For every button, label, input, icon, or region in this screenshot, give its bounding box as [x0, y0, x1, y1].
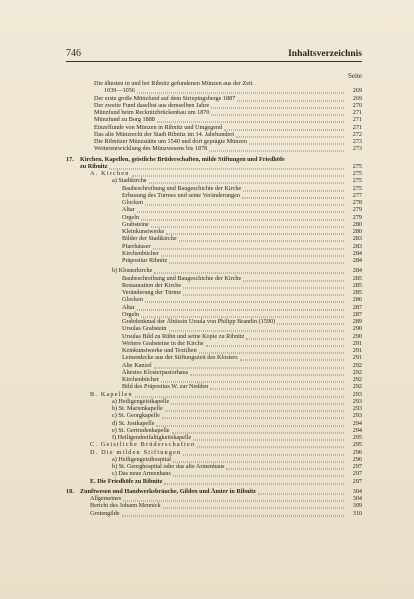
toc-entry — [0, 177, 414, 184]
entry-title: e) St. Gertrudenkapelle — [112, 426, 170, 434]
entry-page-number: 295 — [352, 441, 362, 449]
entry-title: Altar — [122, 303, 135, 311]
running-title: Inhaltsverzeichnis — [288, 49, 362, 59]
toc-entry — [0, 131, 414, 138]
chapter-number: 17. — [66, 155, 74, 163]
entry-page-number: 275 — [352, 184, 362, 192]
entry-page-number: 279 — [352, 206, 362, 214]
entry-page-number: 287 — [352, 310, 362, 318]
entry-title: Münzfund zu Borg 1888 — [94, 116, 155, 124]
page-column-label: Seite — [348, 72, 362, 80]
entry-title: c) St. Georgkapelle — [112, 412, 160, 420]
entry-page-number: 271 — [352, 123, 362, 131]
toc-entry — [0, 510, 414, 517]
entry-page-number: 310 — [352, 509, 362, 517]
entry-title: Die Ribnitzer Münzstätte um 1540 und dort geprägte Münzen — [94, 138, 247, 145]
entry-title: Bild des Präpositus W. zur Nedden — [122, 383, 209, 391]
entry-page-number: 294 — [352, 426, 362, 434]
entry-page-number: 291 — [352, 339, 362, 347]
leader-dots — [164, 476, 344, 484]
entry-page-number: 304 — [352, 487, 362, 495]
entry-title: a) Heiligengeistkapelle — [112, 397, 170, 405]
entry-title: Baubeschreibung und Baugeschichte der Kirche — [122, 184, 242, 192]
toc-entry — [0, 456, 414, 463]
toc-entry — [0, 347, 414, 354]
entry-title: Erbauung des Turmes und seine Veränderungen — [122, 191, 240, 199]
entry-title: Altar — [122, 206, 135, 214]
toc-entry — [0, 185, 414, 192]
leader-dots — [209, 144, 344, 152]
entry-title: d) St. Jostkapelle — [112, 419, 155, 427]
entry-title: Orgeln — [122, 310, 140, 318]
entry-page-number: 270 — [352, 101, 362, 109]
entry-page-number: 278 — [352, 199, 362, 206]
entry-page-number: 285 — [352, 274, 362, 282]
entry-page-number: 292 — [352, 376, 362, 383]
entry-title: 1039—1056 — [104, 87, 135, 95]
entry-page-number: 283 — [352, 235, 362, 243]
entry-title: Alte Kanzel — [122, 361, 152, 369]
toc-entry — [0, 267, 414, 274]
entry-title: Allgemeines — [90, 495, 122, 502]
toc-entry — [0, 376, 414, 383]
entry-page-number: 272 — [352, 130, 362, 138]
entry-page-number: 290 — [352, 332, 362, 340]
entry-title: Grabsteine — [122, 220, 149, 228]
entry-page-number: 284 — [352, 249, 362, 257]
entry-title: Weitere Grabsteine in der Kirche — [122, 339, 204, 347]
entry-title: Restauration der Kirche — [122, 281, 182, 289]
entry-title: Ursulas Grabstein — [122, 325, 167, 333]
entry-page-number: 286 — [352, 296, 362, 304]
entry-page-number: 275 — [352, 162, 362, 170]
entry-page-number: 294 — [352, 419, 362, 427]
entry-page-number: 297 — [352, 470, 362, 478]
entry-page-number: 290 — [352, 325, 362, 333]
entry-title: A. Kirchen — [90, 170, 130, 177]
entry-title: Grotengilde — [90, 509, 120, 517]
entry-page-number: 291 — [352, 354, 362, 362]
entry-title: b) Klosterkirche — [112, 267, 153, 275]
entry-title: Baubeschreibung und Baugeschichte der Kirche — [122, 274, 242, 282]
entry-title: a) Stadtkirche — [112, 177, 147, 185]
entry-page-number: 304 — [352, 495, 362, 502]
entry-page-number: 271 — [352, 116, 362, 124]
entry-page-number: 289 — [352, 318, 362, 325]
toc-entry — [0, 87, 414, 94]
entry-page-number: 292 — [352, 361, 362, 369]
entry-page-number: 273 — [352, 145, 362, 153]
entry-title: Orgeln — [122, 213, 140, 221]
table-of-contents — [0, 80, 414, 517]
entry-title: Glocken — [122, 296, 143, 304]
header-rule — [66, 61, 362, 62]
entry-page-number: 275 — [352, 177, 362, 185]
entry-page-number: 293 — [352, 397, 362, 405]
leader-dots — [122, 508, 344, 516]
entry-title: Der zweite Fund daselbst aus demselben Jahre — [94, 101, 210, 109]
entry-title: Leinendecke aus der Stiftungszeit des Klosters — [122, 354, 238, 362]
entry-page-number: 309 — [352, 502, 362, 510]
toc-entry — [0, 124, 414, 131]
entry-page-number: 271 — [352, 109, 362, 116]
entry-title: Ältestes Klosterpastorhaus — [122, 368, 189, 376]
entry-title: Kirchen, Kapellen, geistliche Brüderschaften, milde Stiftungen und Friedhöfe — [80, 155, 285, 163]
entry-title: Präpositur Ribnitz — [122, 257, 168, 264]
entry-title: B. Kapellen — [90, 390, 133, 398]
entry-page-number: 269 — [352, 87, 362, 95]
entry-title: Bilder der Stadtkirche — [122, 235, 177, 243]
entry-page-number: 279 — [352, 213, 362, 221]
entry-title: Bericht des Johann Mennick — [90, 502, 161, 510]
toc-entry — [0, 257, 414, 264]
entry-title: Veränderung der Türme — [122, 289, 181, 296]
toc-entry — [0, 102, 414, 109]
entry-title: Einzelfunde von Münzen in Ribnitz und Umgegend — [94, 123, 223, 131]
entry-title: Zunftwesen und Handwerksbräuche, Gilden und Ämter in Ribnitz — [80, 487, 256, 495]
page-number: 746 — [66, 48, 81, 59]
entry-title: Kirchenbücher — [122, 249, 159, 257]
entry-title: C. Geistliche Brüderschaften — [90, 441, 196, 449]
entry-title: D. Die milden Stiftungen — [90, 448, 182, 456]
toc-entry — [0, 325, 414, 332]
entry-page-number: 297 — [352, 477, 362, 485]
entry-page-number: 277 — [352, 191, 362, 199]
entry-title: Das alte Münzrecht der Stadt Ribnitz im 14. Jahrhundert — [94, 130, 235, 138]
entry-page-number: 291 — [352, 347, 362, 354]
entry-page-number: 280 — [352, 220, 362, 228]
entry-page-number: 292 — [352, 383, 362, 391]
toc-entry — [0, 311, 414, 318]
entry-title: Kirchenbücher — [122, 376, 159, 383]
entry-title: Ursulas Bild zu Rühn und seine Kopie zu Ribnitz — [122, 332, 245, 340]
entry-title: Weiterentwicklung des Münzwesens bis 1878 — [94, 145, 208, 153]
entry-page-number: 293 — [352, 412, 362, 420]
entry-title: E. Die Friedhöfe zu Ribnitz — [90, 477, 163, 485]
entry-title: f) Heiligendreifaltigkeitskapelle — [112, 434, 192, 441]
toc-entry — [0, 478, 414, 485]
toc-entry — [0, 95, 414, 102]
entry-page-number: 284 — [352, 257, 362, 264]
entry-page-number: 295 — [352, 434, 362, 441]
entry-page-number: 293 — [352, 390, 362, 398]
entry-page-number: 287 — [352, 303, 362, 311]
entry-page-number: 284 — [352, 267, 362, 275]
toc-entry — [0, 145, 414, 152]
entry-page-number: 273 — [352, 138, 362, 145]
entry-title: Kleinkunstwerke — [122, 228, 165, 235]
entry-page-number: 297 — [352, 463, 362, 470]
entry-title: Pfarrhäuser — [122, 242, 151, 250]
entry-page-number: 292 — [352, 368, 362, 376]
entry-page-number: 283 — [352, 242, 362, 250]
entry-title: a) Heiligengeisthospital — [112, 455, 171, 463]
entry-title: zu Ribnitz — [80, 162, 108, 170]
entry-page-number: 275 — [352, 170, 362, 177]
entry-title: c) Das neue Armenhaus — [112, 470, 171, 478]
entry-page-number: 285 — [352, 289, 362, 296]
entry-page-number: 269 — [352, 94, 362, 102]
entry-title: Der erste große Münzfund auf dem Striepingsberge 1887 — [94, 94, 236, 102]
entry-title: b) St. Georghospital oder das alte Armenhaus — [112, 463, 225, 470]
entry-page-number: 285 — [352, 281, 362, 289]
entry-title: b) St. Marienkapelle — [112, 405, 163, 412]
toc-entry — [0, 138, 414, 145]
entry-title: Grabdenkmal der Äbtissin Ursula von Philipp Brandin (1590) — [122, 318, 276, 325]
entry-page-number: 296 — [352, 455, 362, 463]
leader-dots — [169, 256, 344, 264]
chapter-number: 18. — [66, 487, 74, 495]
entry-title: Glocken — [122, 199, 143, 206]
toc-entry — [0, 116, 414, 123]
entry-title: Keinkunstwerke und Textilien — [122, 347, 197, 354]
entry-page-number: 293 — [352, 405, 362, 412]
entry-title: Die ältesten in und bei Ribnitz gefundenen Münzen aus der Zeit — [94, 80, 253, 87]
entry-page-number: 280 — [352, 228, 362, 235]
entry-page-number: 296 — [352, 448, 362, 456]
page-header — [66, 48, 362, 60]
entry-title: Münzfund beim Recknitzbrückenbau um 1870 — [94, 109, 210, 116]
